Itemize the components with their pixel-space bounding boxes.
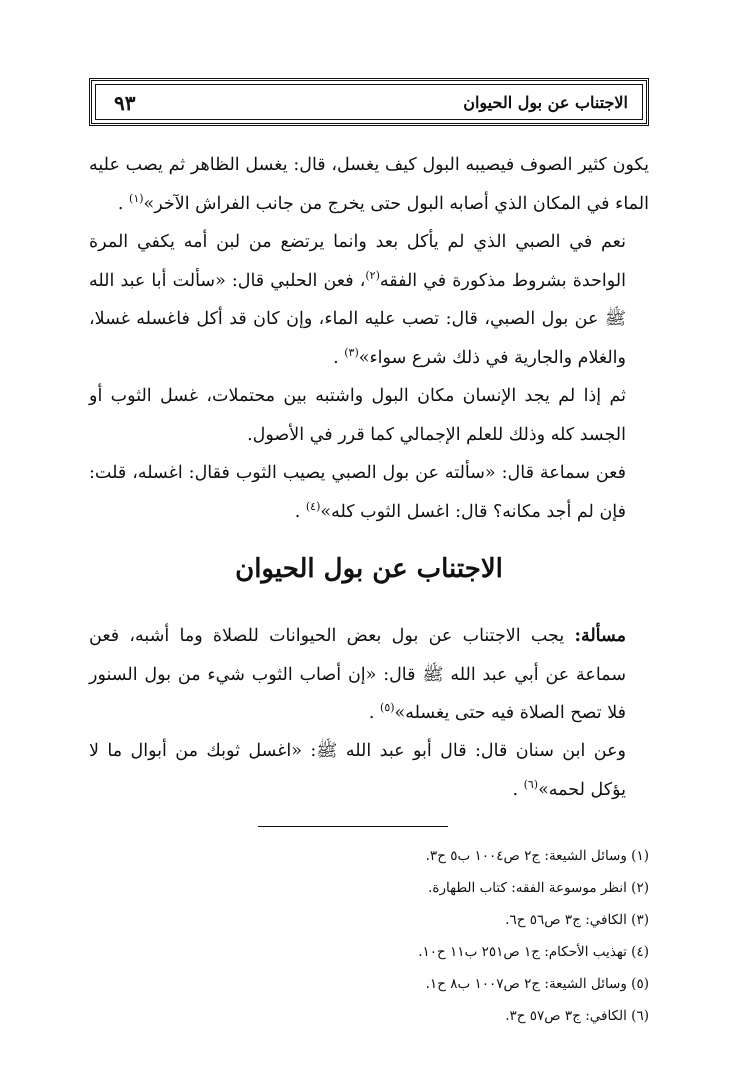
footnote-ref-1: (١) (129, 191, 144, 205)
footnote-item: (٣) الكافي: ج٣ ص٥٦ ح٦. (505, 912, 649, 928)
paragraph-1 (89, 146, 649, 223)
paragraph-5 (89, 617, 626, 733)
paragraph-6 (89, 732, 626, 809)
footnote-ref-6: (٦) (523, 777, 539, 791)
footnotes (418, 840, 649, 1032)
paragraph-4 (89, 454, 626, 531)
section-title: الاجتناب عن بول الحيوان (235, 554, 503, 584)
footnote-separator (258, 826, 448, 827)
footnote-item: (٥) وسائل الشيعة: ج٢ ص١٠٠٧ ب٨ ح١. (425, 976, 649, 992)
paragraph-4-text: فعن سماعة قال: «سألته عن بول الصبي يصيب الثوب فقال: اغسله، قلت: فإن لم أجد مكانه؟ قال: اغسل الثوب كله» (89, 463, 626, 522)
paragraph-3-text: ثم إذا لم يجد الإنسان مكان البول واشتبه بين محتملات، غسل الثوب أو الجسد كله وذلك للعلم الإجمالي كما قرر في الأصول. (89, 386, 626, 445)
paragraph-3 (89, 377, 626, 454)
paragraph-6-end: . (512, 779, 524, 800)
footnote-item: (٤) تهذيب الأحكام: ج١ ص٢٥١ ب١١ ح١٠. (418, 944, 649, 960)
footnote-item: (١) وسائل الشيعة: ج٢ ص١٠٠٤ ب٥ ح٣. (425, 848, 649, 864)
running-header (89, 78, 649, 126)
footnote-ref-4: (٤) (305, 499, 321, 513)
footnote-item: (٦) الكافي: ج٣ ص٥٧ ح٣. (505, 1008, 649, 1024)
footnote-ref-5: (٥) (380, 701, 395, 715)
page-number: ٩٣ (114, 91, 136, 115)
paragraph-5-text: يجب الاجتناب عن بول بعض الحيوانات للصلاة وما أشبه، فعن سماعة عن أبي عبد الله ﷺ قال: «إن أصاب الثوب شيء من بول السنور فلا تصح الصلاة فيه حتى يغسله» (89, 626, 626, 723)
running-header-inner-border (95, 84, 643, 120)
footnote-ref-3: (٣) (344, 345, 359, 359)
paragraph-1-end: . (117, 193, 130, 214)
footnote-item: (٢) انظر موسوعة الفقه: كتاب الطهارة. (428, 880, 649, 896)
paragraph-4-end: . (294, 501, 306, 522)
paragraph-5-end: . (368, 703, 381, 723)
paragraph-2-end: . (333, 347, 345, 368)
paragraph-2 (89, 223, 626, 377)
footnote-ref-2: (٢) (365, 268, 380, 282)
paragraph-2-text-1: نعم في الصبي الذي لم يأكل بعد وانما يرتضع من لبن أمه يكفي المرة الواحدة بشروط مذكورة في الفقه (89, 232, 626, 291)
paragraph-1-text: يكون كثير الصوف فيصيبه البول كيف يغسل، قال: يغسل الظاهر ثم يصب عليه الماء في المكان الذي أصابه البول حتى يخرج من جانب الفراش الآخر» (89, 155, 649, 214)
paragraph-6-text: وعن ابن سنان قال: قال أبو عبد الله ﷺ: «اغسل ثوبك من أبوال ما لا يؤكل لحمه» (89, 741, 626, 800)
paragraph-2-text-2: ، فعن الحلبي قال: «سألت أبا عبد الله ﷺ عن بول الصبي، قال: تصب عليه الماء، وإن كان قد أكل فاغسله غسلا، والغلام والجارية في ذلك شرع سواء» (89, 270, 626, 368)
masala-label: مسألة: (574, 626, 626, 646)
running-title: الاجتناب عن بول الحيوان (463, 93, 628, 112)
